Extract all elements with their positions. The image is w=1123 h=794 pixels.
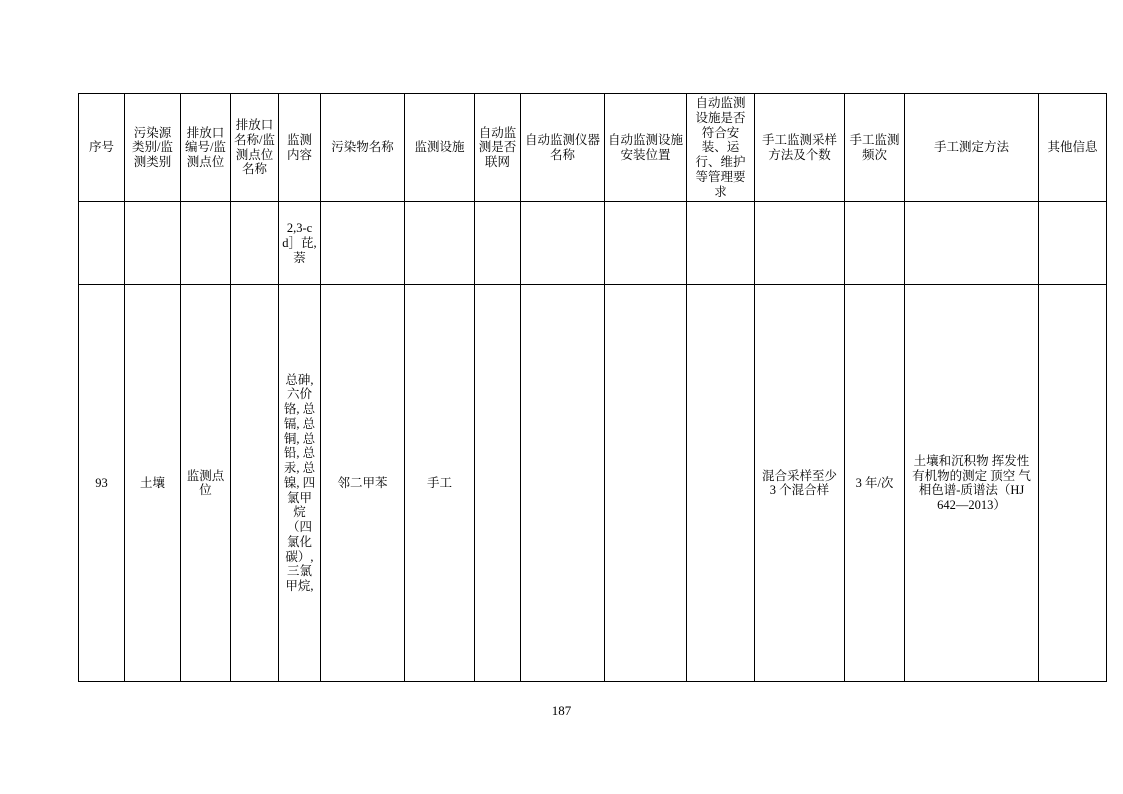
cell-manual-sampling-method bbox=[755, 202, 845, 285]
cell-auto-monitoring-install-location bbox=[605, 202, 687, 285]
cell-monitoring-content: 2,3-cd］芘, 萘 bbox=[279, 202, 321, 285]
cell-other-information bbox=[1039, 202, 1107, 285]
header-pollutant-name: 污染物名称 bbox=[321, 94, 405, 202]
monitoring-table bbox=[78, 93, 1107, 682]
cell-serial-number: 93 bbox=[79, 285, 125, 682]
cell-outlet-name bbox=[231, 285, 279, 682]
page-number: 187 bbox=[551, 703, 572, 718]
cell-pollutant-name: 邻二甲苯 bbox=[321, 285, 405, 682]
header-other-information: 其他信息 bbox=[1039, 94, 1107, 202]
header-manual-sampling-method: 手工监测采样方法及个数 bbox=[755, 94, 845, 202]
cell-monitoring-content: 总砷, 六价铬, 总镉, 总铜, 总铅, 总汞, 总镍, 四氯甲烷（四氯化碳）, 三氯甲烷, bbox=[279, 285, 321, 682]
cell-outlet-number bbox=[181, 202, 231, 285]
cell-auto-monitoring-compliance bbox=[687, 285, 755, 682]
cell-pollutant-name bbox=[321, 202, 405, 285]
header-auto-monitoring-compliance: 自动监测设施是否符合安装、运行、维护等管理要求 bbox=[687, 94, 755, 202]
header-serial-number: 序号 bbox=[79, 94, 125, 202]
header-auto-monitoring-networked: 自动监测是否联网 bbox=[475, 94, 521, 202]
cell-manual-determination-method bbox=[905, 202, 1039, 285]
header-auto-monitoring-instrument-name: 自动监测仪器名称 bbox=[521, 94, 605, 202]
cell-auto-monitoring-instrument-name bbox=[521, 202, 605, 285]
header-outlet-name: 排放口名称/监测点位名称 bbox=[231, 94, 279, 202]
cell-pollution-source-category bbox=[125, 202, 181, 285]
cell-pollution-source-category: 土壤 bbox=[125, 285, 181, 682]
cell-other-information bbox=[1039, 285, 1107, 682]
table-header bbox=[79, 94, 1107, 202]
cell-manual-sampling-method: 混合采样至少 3 个混合样 bbox=[755, 285, 845, 682]
header-manual-monitoring-frequency: 手工监测频次 bbox=[845, 94, 905, 202]
cell-manual-determination-method: 土壤和沉积物 挥发性有机物的测定 顶空 气相色谱-质谱法（HJ 642—2013） bbox=[905, 285, 1039, 682]
cell-monitoring-facility bbox=[405, 202, 475, 285]
cell-auto-monitoring-instrument-name bbox=[521, 285, 605, 682]
header-outlet-number: 排放口编号/监测点位 bbox=[181, 94, 231, 202]
monitoring-table-container bbox=[78, 93, 1098, 682]
cell-auto-monitoring-install-location bbox=[605, 285, 687, 682]
cell-manual-monitoring-frequency: 3 年/次 bbox=[845, 285, 905, 682]
cell-outlet-name bbox=[231, 202, 279, 285]
header-monitoring-content: 监测内容 bbox=[279, 94, 321, 202]
cell-monitoring-facility: 手工 bbox=[405, 285, 475, 682]
table-body bbox=[79, 202, 1107, 682]
header-row bbox=[79, 94, 1107, 202]
header-monitoring-facility: 监测设施 bbox=[405, 94, 475, 202]
header-auto-monitoring-install-location: 自动监测设施安装位置 bbox=[605, 94, 687, 202]
table-row bbox=[79, 202, 1107, 285]
header-pollution-source-category: 污染源类别/监测类别 bbox=[125, 94, 181, 202]
cell-manual-monitoring-frequency bbox=[845, 202, 905, 285]
cell-auto-monitoring-networked bbox=[475, 202, 521, 285]
cell-serial-number bbox=[79, 202, 125, 285]
table-row bbox=[79, 285, 1107, 682]
cell-auto-monitoring-compliance bbox=[687, 202, 755, 285]
cell-auto-monitoring-networked bbox=[475, 285, 521, 682]
header-manual-determination-method: 手工测定方法 bbox=[905, 94, 1039, 202]
cell-outlet-number: 监测点位 bbox=[181, 285, 231, 682]
